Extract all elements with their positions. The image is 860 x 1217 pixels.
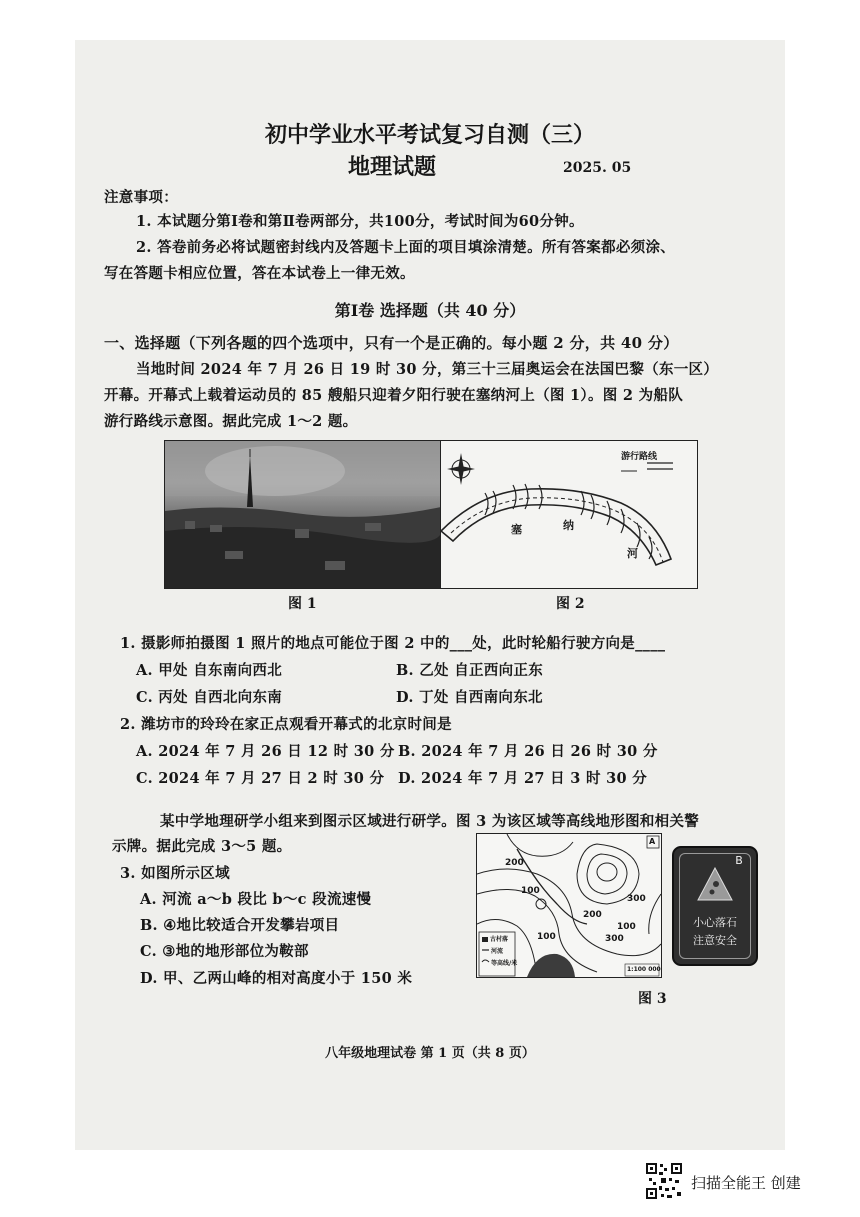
legend-contour: 等高线/米 — [491, 960, 518, 967]
exam-date: 2025. 05 — [563, 160, 632, 176]
part-heading: 一、选择题（下列各题的四个选项中，只有一个是正确的。每小题 2 分，共 40 分） — [104, 334, 679, 352]
passage2-line-1: 某中学地理研学小组来到图示区域进行研学。图 3 为该区域等高线地形图和相关警 — [160, 813, 700, 830]
sign-line-1: 小心落石 — [693, 916, 737, 929]
map-scale: 1:100 000 — [627, 966, 661, 973]
contour-label-5: 100 — [537, 932, 556, 942]
contour-label-3: 300 — [627, 894, 646, 904]
contour-label-4: 200 — [583, 910, 602, 920]
figure-3-caption: 图 3 — [638, 991, 667, 1007]
scanner-branding — [645, 1162, 835, 1202]
q3-option-c: C. ③地的地形部位为鞍部 — [140, 943, 309, 960]
q3-option-a: A. 河流 a～b 段比 b～c 段流速慢 — [140, 891, 372, 908]
q2-option-b: B. 2024 年 7 月 26 日 26 时 30 分 — [398, 743, 658, 760]
legend-village: 古村落 — [490, 936, 509, 943]
sign-line-2: 注意安全 — [693, 934, 737, 947]
river-char-1: 塞 — [511, 523, 522, 536]
contour-label-2: 100 — [521, 886, 540, 896]
contour-label-6: 300 — [605, 934, 624, 944]
figure-2-caption: 图 2 — [556, 596, 585, 612]
passage1-line-3: 游行路线示意图。据此完成 1～2 题。 — [104, 413, 358, 430]
north-arrow-icon — [447, 453, 475, 485]
section-title: 第Ⅰ卷 选择题（共 40 分） — [334, 301, 526, 320]
falling-rock-icon — [696, 866, 734, 904]
figure-1-photo — [164, 440, 442, 589]
qr-code-icon — [645, 1162, 683, 1200]
q3-stem: 3. 如图所示区域 — [120, 865, 230, 882]
passage1-line-2: 开幕。开幕式上载着运动员的 85 艘船只迎着夕阳行驶在塞纳河上（图 1）。图 2 为船队 — [104, 387, 684, 404]
river-char-3: 河 — [627, 547, 638, 560]
river-char-2: 纳 — [563, 519, 574, 532]
figure-2-route-map — [440, 440, 698, 589]
q3-option-d: D. 甲、乙两山峰的相对高度小于 150 米 — [140, 970, 413, 987]
sign-letter-b: B — [735, 854, 743, 867]
warning-sign-b — [672, 846, 758, 966]
q2-option-d: D. 2024 年 7 月 27 日 3 时 30 分 — [398, 770, 648, 787]
map-letter-a: A — [649, 837, 656, 846]
q1-stem: 1. 摄影师拍摄图 1 照片的地点可能位于图 2 中的___处，此时轮船行驶方向是____ — [120, 635, 666, 652]
notice-heading: 注意事项： — [104, 189, 178, 206]
q2-stem: 2. 潍坊市的玲玲在家正点观看开幕式的北京时间是 — [120, 716, 452, 733]
page-footer: 八年级地理试卷 第 1 页（共 8 页） — [325, 1046, 535, 1061]
scanner-brand-text: 扫描全能王 创建 — [691, 1174, 801, 1192]
exam-title: 初中学业水平考试复习自测（三） — [264, 122, 595, 148]
notice-item-2-line-2: 写在答题卡相应位置，答在本试卷上一律无效。 — [104, 265, 415, 282]
notice-item-2-line-1: 2. 答卷前务必将试题密封线内及答题卡上面的项目填涂清楚。所有答案都必须涂、 — [136, 239, 676, 256]
q2-option-c: C. 2024 年 7 月 27 日 2 时 30 分 — [136, 770, 385, 787]
contour-label-1: 200 — [505, 858, 524, 868]
q1-option-b: B. 乙处 自正西向正东 — [396, 662, 543, 679]
contour-label-7: 100 — [617, 922, 636, 932]
notice-item-1: 1. 本试题分第Ⅰ卷和第Ⅱ卷两部分，共100分，考试时间为60分钟。 — [136, 213, 584, 230]
route-legend-label: 游行路线 — [621, 452, 658, 462]
passage2-line-2: 示牌。据此完成 3～5 题。 — [112, 838, 292, 855]
q2-option-a: A. 2024 年 7 月 26 日 12 时 30 分 — [136, 743, 395, 760]
legend-river: 河流 — [491, 948, 504, 955]
q1-option-a: A. 甲处 自东南向西北 — [136, 662, 282, 679]
exam-subject: 地理试题 — [348, 154, 437, 180]
figure-1-caption: 图 1 — [288, 596, 317, 612]
passage1-line-1: 当地时间 2024 年 7 月 26 日 19 时 30 分，第三十三届奥运会在法国巴黎（东一区） — [136, 361, 719, 378]
figure-3-contour-map — [476, 833, 662, 978]
q3-option-b: B. ④地比较适合开发攀岩项目 — [140, 917, 340, 934]
q1-option-c: C. 丙处 自西北向东南 — [136, 689, 283, 706]
q1-option-d: D. 丁处 自西南向东北 — [396, 689, 543, 706]
